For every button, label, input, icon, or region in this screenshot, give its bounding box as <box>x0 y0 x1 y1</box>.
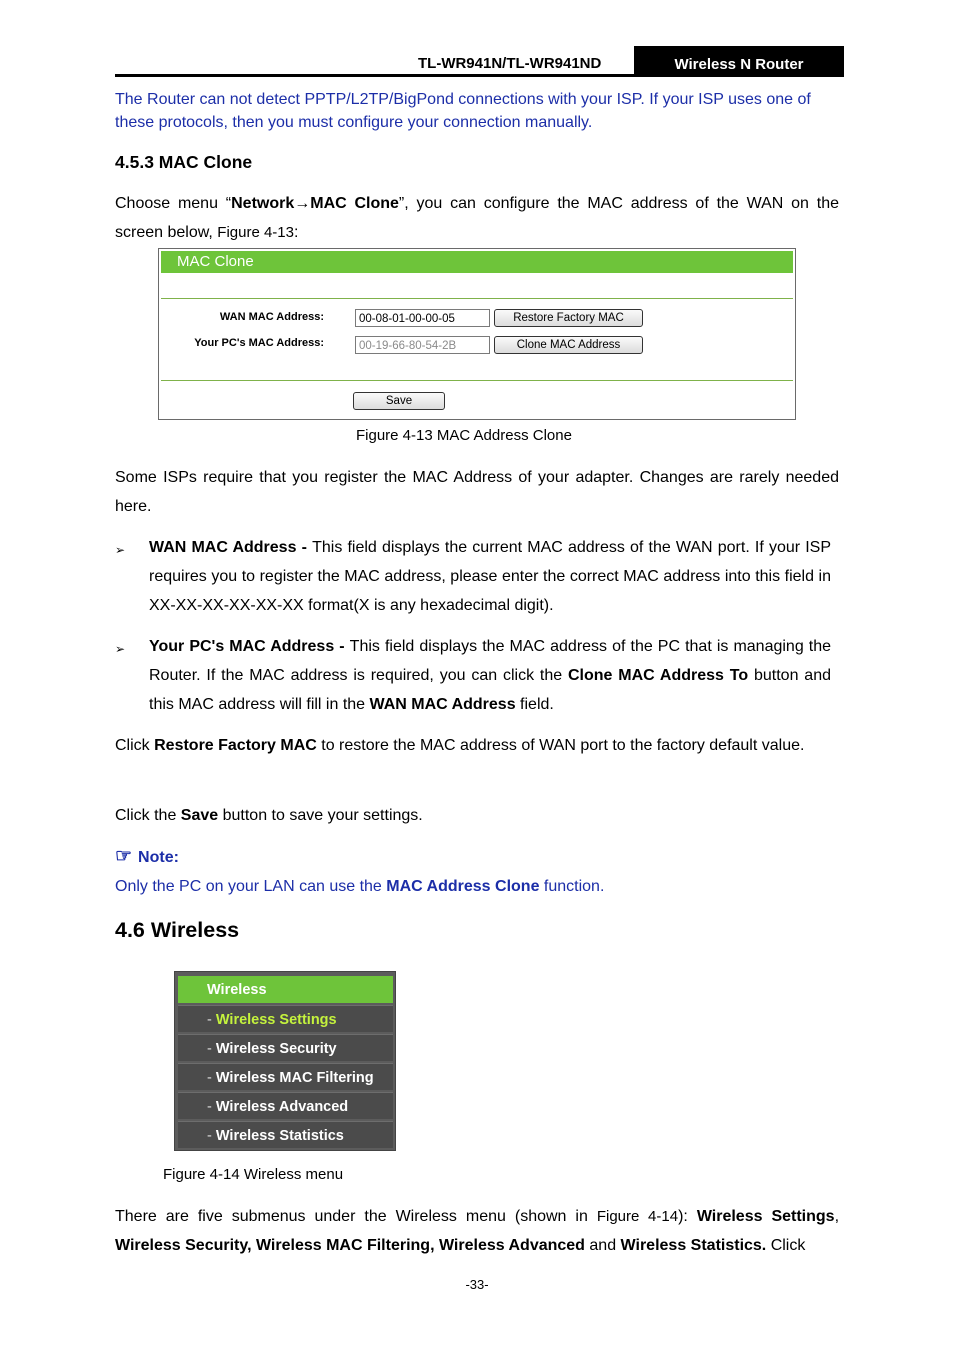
text: Click the <box>115 807 181 824</box>
dash: - <box>207 1041 216 1057</box>
bold-text: Save <box>180 807 219 824</box>
intro-note: The Router can not detect PPTP/L2TP/BigPond connections with your ISP. If your ISP uses one of these protocols, then you must configure your connection manually. <box>115 91 811 131</box>
divider <box>161 380 793 381</box>
text: : <box>294 224 299 241</box>
note-heading <box>115 845 179 868</box>
save-para <box>115 801 839 830</box>
menu-item-wireless-advanced[interactable] <box>178 1092 393 1119</box>
bold-text: Clone MAC Address To <box>567 667 749 684</box>
bold-text: MAC Address Clone <box>386 878 540 895</box>
header-model: TL-WR941N/TL-WR941ND <box>418 55 602 72</box>
note-label: Note: <box>138 849 179 866</box>
bold-text: WAN MAC Address <box>369 696 516 713</box>
save-button[interactable]: Save <box>353 392 445 410</box>
bold-text: Wireless Statistics. <box>620 1237 767 1254</box>
dash: - <box>207 1012 216 1028</box>
text: Choose menu “ <box>115 195 232 212</box>
figure-ref: Figure 4-13 <box>217 224 294 241</box>
header-rule <box>115 74 844 77</box>
bold-text: Wireless Security, Wireless MAC Filtering, Wireless Advanced <box>115 1237 585 1254</box>
bullet-text: field. <box>515 696 554 713</box>
bullet-pc-mac <box>149 632 831 719</box>
pc-mac-field: 00-19-66-80-54-2B <box>355 336 490 354</box>
menu-item-wireless-security[interactable] <box>178 1034 393 1061</box>
note-text <box>115 878 604 896</box>
bullet-arrow-icon: ➢ <box>115 543 126 557</box>
menu-item-wireless-mac-filtering[interactable] <box>178 1063 393 1090</box>
mac-clone-title-bar: MAC Clone <box>161 251 793 273</box>
text: to restore the MAC address of WAN port to the factory default value. <box>316 737 805 754</box>
pointing-hand-icon: ☞ <box>115 846 133 867</box>
bullet-arrow-icon: ➢ <box>115 642 126 656</box>
text: and <box>584 1237 621 1254</box>
text: , <box>834 1208 840 1225</box>
figure-14-caption: Figure 4-14 Wireless menu <box>163 1166 344 1183</box>
wireless-menu-header[interactable]: Wireless <box>178 976 393 1003</box>
menu-item-label: Wireless Statistics <box>215 1128 344 1144</box>
isp-para: Some ISPs require that you register the MAC Address of your adapter. Changes are rarely needed here. <box>115 469 839 515</box>
section-46-title: 4.6 Wireless <box>115 918 240 942</box>
mac-clone-panel <box>158 248 796 420</box>
wan-mac-input[interactable]: 00-08-01-00-00-05 <box>355 309 490 327</box>
bold-text: Wireless Settings <box>696 1208 835 1225</box>
final-para <box>115 1202 839 1260</box>
menu-item-wireless-statistics[interactable] <box>178 1121 393 1148</box>
page-number: -33- <box>465 1277 489 1292</box>
figure-13-caption: Figure 4-13 MAC Address Clone <box>356 427 572 444</box>
bullet-term: WAN MAC Address - <box>149 539 313 556</box>
wan-mac-label: WAN MAC Address: <box>219 311 324 323</box>
section-453-title: 4.5.3 MAC Clone <box>115 152 253 172</box>
menu-path: Network→MAC Clone <box>231 195 399 212</box>
figure-ref: Figure 4-14 <box>596 1208 679 1225</box>
bullet-wan-mac <box>149 533 831 620</box>
bullet-text: button and this MAC address will fill in the <box>149 667 831 713</box>
wireless-menu <box>174 971 396 1151</box>
dash: - <box>207 1128 216 1144</box>
bold-text: Restore Factory MAC <box>154 737 317 754</box>
pc-mac-label: Your PC's MAC Address: <box>194 337 324 349</box>
bullet-term: Your PC's MAC Address - <box>149 638 350 655</box>
restore-factory-mac-button[interactable]: Restore Factory MAC <box>494 309 643 327</box>
bullet-text: This field displays the current MAC address of the WAN port. If your ISP requires you to register the MAC address, please enter the correct MAC address into this field in XX-XX-XX-XX-XX-XX format(X is any hexadecimal digit). <box>149 539 832 614</box>
menu-item-wireless-settings[interactable] <box>178 1005 393 1032</box>
menu-item-label: Wireless Settings <box>215 1012 337 1028</box>
text: Click <box>115 737 155 754</box>
restore-para <box>115 731 831 760</box>
dash: - <box>207 1070 216 1086</box>
header-product-badge: Wireless N Router <box>634 46 844 77</box>
dash: - <box>207 1099 216 1115</box>
choose-menu-para <box>115 189 839 247</box>
clone-mac-address-button[interactable]: Clone MAC Address <box>494 336 643 354</box>
menu-item-label: Wireless MAC Filtering <box>215 1070 374 1086</box>
menu-item-label: Wireless Advanced <box>215 1099 349 1115</box>
text: Click <box>766 1237 806 1254</box>
divider <box>161 298 793 299</box>
text: ”, you can configure the MAC address of the WAN on the screen below, <box>115 195 840 241</box>
text: ): <box>678 1208 697 1225</box>
bullet-text: This field displays the MAC address of the PC that is managing the Router. If the MAC address is required, you can click the <box>149 638 832 684</box>
text: There are five submenus under the Wireless menu (shown in <box>115 1208 597 1225</box>
text: button to save your settings. <box>218 807 423 824</box>
menu-item-label: Wireless Security <box>215 1041 337 1057</box>
text: function. <box>539 878 605 895</box>
text: Only the PC on your LAN can use the <box>115 878 387 895</box>
